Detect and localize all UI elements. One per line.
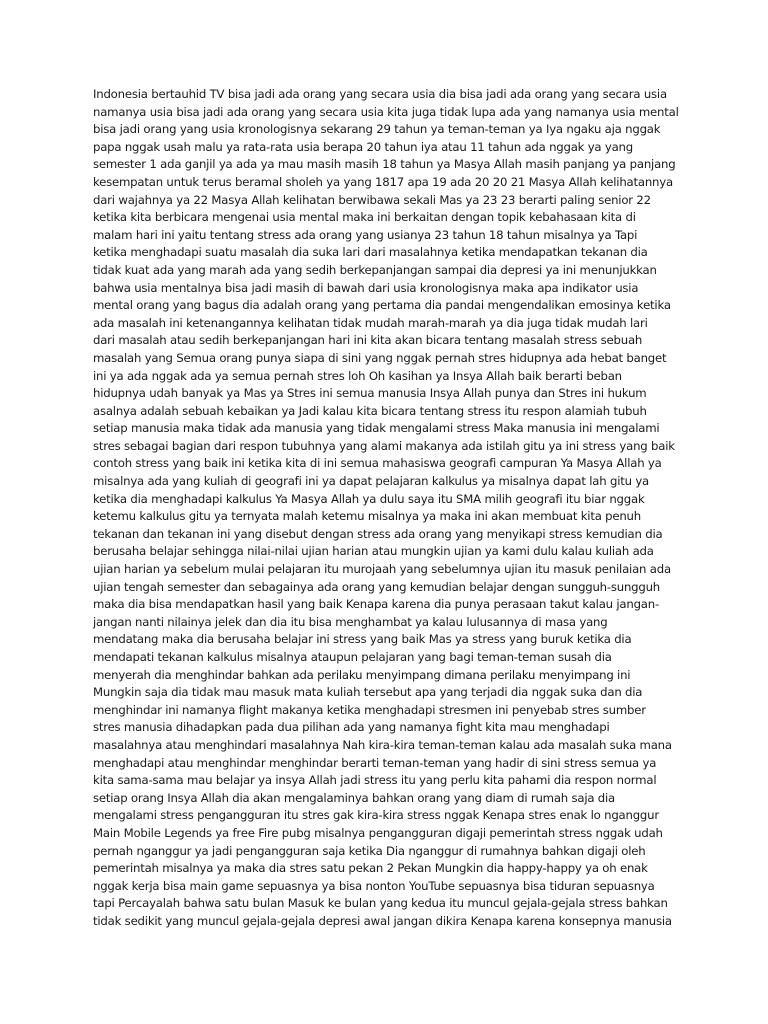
text-line: stres manusia dihadapkan pada dua pilihan ada yang namanya fight kita mau menghadapi: [93, 720, 610, 735]
text-line: jangan nanti nilainya jelek dan dia itu bisa menghambat ya kalau lulusannya di masa yang: [93, 614, 608, 629]
text-line: berusaha belajar sehingga nilai-nilai ujian harian atau mungkin ujian ya kami dulu kalau kuliah ada: [93, 544, 654, 559]
text-line: hidupnya udah banyak ya Mas ya Stres ini semua manusia Insya Allah punya dan Stres ini hukum: [93, 386, 647, 401]
text-line: bahwa usia mentalnya bisa jadi masih di bawah dari usia kronologisnya maka apa indikator usia: [93, 280, 639, 295]
text-line: kita sama-sama mau belajar ya insya Allah jadi stress itu yang perlu kita pahami dia respon normal: [93, 773, 657, 788]
text-line: pernah nganggur ya jadi pengangguran saja ketika Dia nganggur di rumahnya bahkan digaji oleh: [93, 843, 646, 858]
text-line: masalahnya atau menghindari masalahnya Nah kira-kira teman-teman kalau ada masalah suka mana: [93, 737, 672, 752]
text-line: tekanan dan tekanan ini yang disebut dengan stress ada orang yang menyikapi stress kemudian dia: [93, 526, 663, 541]
text-line: maka dia bisa mendapatkan hasil yang baik Kenapa karena dia punya perasaan takut kalau jangan-: [93, 597, 659, 612]
text-line: contoh stress yang baik ini ketika kita di ini semua mahasiswa geografi campuran Ya Masya Allah ya: [93, 456, 662, 471]
text-line: mendatang maka dia berusaha belajar ini stress yang baik Mas ya stress yang buruk ketika dia: [93, 632, 632, 647]
text-line: tapi Percayalah bahwa satu bulan Masuk ke bulan yang kedua itu muncul gejala-gejala stress bahkan: [93, 896, 668, 911]
text-line: mendapati tekanan kalkulus misalnya ataupun pelajaran yang bagi teman-teman susah dia: [93, 650, 612, 664]
text-line: mental orang yang bagus dia adalah orang yang pertama dia pandai mengendalikan emosinya ketika: [93, 298, 671, 313]
text-line: Mungkin saja dia tidak mau masuk mata kuliah tersebut apa yang terjadi dia nggak suka dan dia: [93, 685, 643, 700]
text-line: pemerintah misalnya ya maka dia stres satu pekan 2 Pekan Mungkin dia happy-happy ya oh enak: [93, 861, 648, 876]
text-line: tidak sedikit yang muncul gejala-gejala depresi awal jangan dikira Kenapa karena konsepnya manusia: [93, 913, 672, 928]
text-line: ketika kita berbicara mengenai usia mental maka ini berkaitan dengan topik kebahasaan kita di: [93, 210, 636, 225]
text-line: dari masalah atau sedih berkepanjangan hari ini kita akan bicara tentang masalah stress sebuah: [93, 333, 643, 348]
text-line: setiap orang Insya Allah dia akan mengalaminya bahkan orang yang diam di rumah saja dia: [93, 790, 616, 805]
text-line: tidak kuat ada yang marah ada yang sedih berkepanjangan sampai dia depresi ya ini menunjukkan: [93, 262, 657, 277]
text-line: menyerah dia menghindar bahkan ada perilaku menyimpang dimana perilaku menyimpang ini: [93, 667, 631, 682]
text-line: ketika menghadapi suatu masalah dia suka lari dari masalahnya ketika mendapatkan tekanan dia: [93, 245, 648, 260]
text-line: setiap manusia maka tidak ada manusia yang tidak mengalami stress Maka manusia ini mengalami: [93, 421, 660, 436]
text-line: semester 1 ada ganjil ya ada ya mau masih masih 18 tahun ya Masya Allah masih panjang ya panjang: [93, 157, 676, 172]
text-line: nggak kerja bisa main game sepuasnya ya bisa nonton YouTube sepuasnya bisa tiduran sepuasnya: [93, 878, 655, 893]
text-line: malam hari ini yaitu tentang stress ada orang yang usianya 23 tahun 18 tahun misalnya ya Tapi: [93, 227, 638, 242]
text-line: masalah yang Semua orang punya siapa di sini yang nggak pernah stres hidupnya ada hebat banget: [93, 350, 667, 365]
text-line: dari wajahnya ya 22 Masya Allah kelihatan berwibawa sekali Mas ya 23 23 berarti paling senior 22: [93, 192, 651, 207]
text-line: ada masalah ini ketenangannya kelihatan tidak mudah marah-marah ya dia juga tidak mudah lari: [93, 315, 648, 330]
text-line: kesempatan untuk terus beramal sholeh ya yang 1817 apa 19 ada 20 20 21 Masya Allah kelihatannya: [93, 174, 673, 189]
text-line: Main Mobile Legends ya free Fire pubg misalnya pengangguran digaji pemerintah stress nggak udah: [93, 825, 663, 840]
text-line: bisa jadi orang yang usia kronologisnya sekarang 29 tahun ya teman-teman ya Iya ngaku aja nggak: [93, 122, 661, 137]
body-text: [93, 86, 693, 931]
text-line: stres sebagai bagian dari respon tubuhnya yang alami makanya ada istilah gitu ya ini stress yang baik: [93, 438, 675, 453]
text-line: mengalami stress pengangguran itu stres gak kira-kira stress nggak Kenapa stres enak lo nganggur: [93, 808, 659, 823]
text-line: Indonesia bertauhid TV bisa jadi ada orang yang secara usia dia bisa jadi ada orang yang secara usia: [93, 87, 667, 101]
text-line: ujian tengah semester dan sebagainya ada orang yang kemudian belajar dengan sungguh-sungguh: [93, 579, 660, 594]
text-line: misalnya ada yang kuliah di geografi ini ya dapat pelajaran kalkulus ya misalnya dapat lah gitu ya: [93, 474, 650, 489]
text-line: papa nggak usah malu ya rata-rata usia berapa 20 tahun iya atau 11 tahun ada nggak ya yang: [93, 139, 633, 154]
text-line: namanya usia bisa jadi ada orang yang secara usia kita juga tidak lupa ada yang namanya usia mental: [93, 104, 679, 119]
text-line: menghindar ini namanya flight makanya ketika menghadapi stresmen ini penyebab stres sumber: [93, 702, 646, 717]
text-line: asalnya adalah sebuah kebaikan ya Jadi kalau kita bicara tentang stress itu respon alamiah tubuh: [93, 403, 647, 418]
text-line: ketemu kalkulus gitu ya ternyata malah ketemu misalnya ya maka ini akan membuat kita penuh: [93, 509, 641, 524]
text-line: ujian harian ya sebelum mulai pelajaran itu murojaah yang sebelumnya ujian itu masuk penilaian ada: [93, 562, 671, 577]
text-line: menghadapi atau menghindar menghindar berarti teman-teman yang hadir di sini stress semua ya: [93, 755, 657, 770]
text-line: ketika dia menghadapi kalkulus Ya Masya Allah ya dulu saya itu SMA milih geografi itu biar nggak: [93, 491, 645, 506]
text-line: ini ya ada nggak ada ya semua pernah stres loh Oh kasihan ya Insya Allah baik berarti beban: [93, 368, 622, 383]
